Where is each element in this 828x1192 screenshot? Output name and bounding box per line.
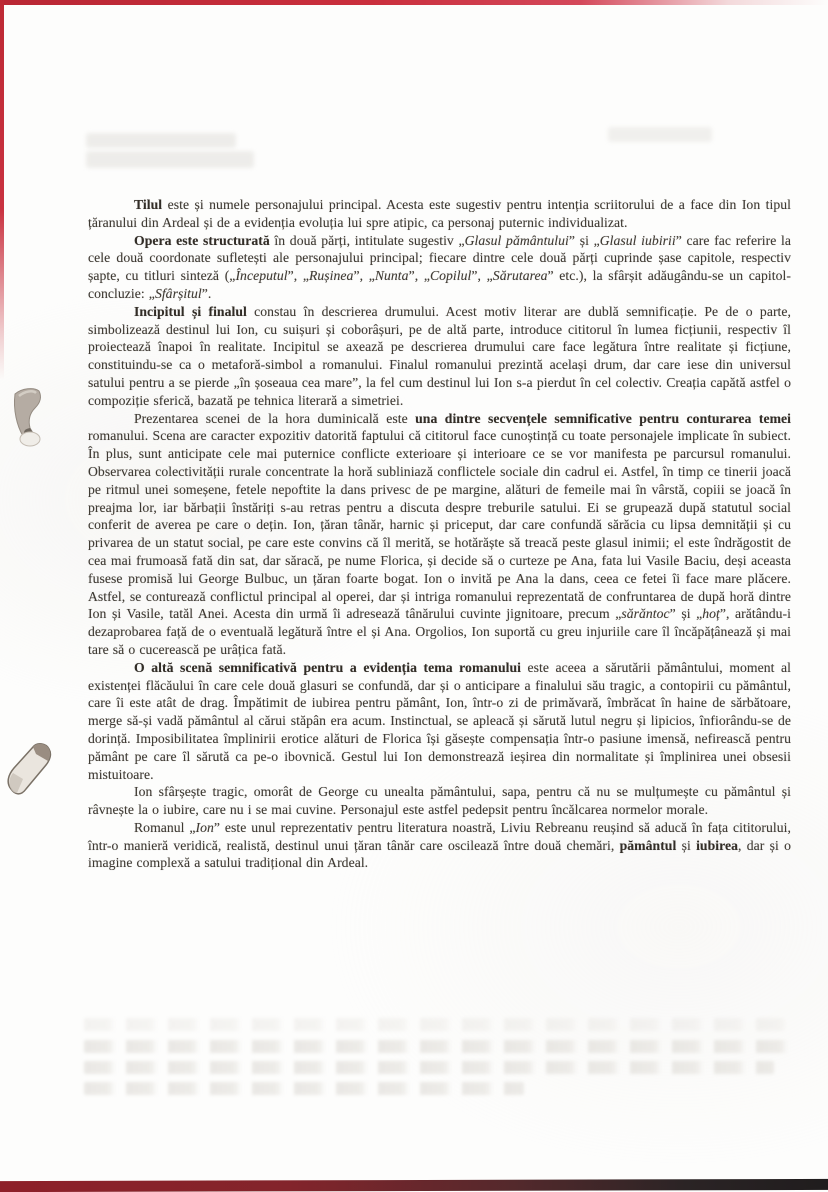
dark-bottom-edge xyxy=(0,1179,828,1192)
paragraph-3: Incipitul și finalul constau în descrierea drumului. Acest motiv literar are dublă semnificație. Pe de o parte, simbolizează destinul lui Ion, cu suișuri și coborâșuri, pe de altă parte, introduce cititorul în lumea ficțiunii, respectiv îl proiectează înapoi în realitate. Incipitul se axează pe descrierea drumului care face legătura între realitate și ficțiune, constituindu-se ca o metaforă-simbol a romanului. Finalul romanului prezintă același drum, dar care iese din universul satului pentru a se pierde „în șoseaua cea mare”, la fel cum destinul lui Ion s-a pierdut în cel colectiv. Creația capătă astfel o compoziție sferică, bazată pe tehnica literară a simetriei. xyxy=(88,303,791,408)
essay-body xyxy=(88,196,791,872)
bleed-through-text-line xyxy=(84,1082,524,1095)
bleed-through-text-line xyxy=(84,1061,774,1074)
paper-fastener-icon xyxy=(3,737,57,808)
paragraph-7: Romanul „Ion” este unul reprezentativ pentru literatura noastră, Liviu Rebreanu reușind să aducă în fața cititorului, într-o manieră veridică, realistă, destinul unui țăran tânăr care oscilează între două chemări, pământul și iubirea, dar și o imagine complexă a satului tradițional din Ardeal. xyxy=(88,819,791,871)
bleed-through-text-line xyxy=(84,1018,786,1031)
paragraph-5: O altă scenă semnificativă pentru a evidenția tema romanului este aceea a sărutării pământului, moment al existenței flăcăului în care cele două glasuri se confundă, dar și o anticipare a finalului său tragic, a contopirii cu pământul, care îi este atât de drag. Împătimit de iubirea pentru pământ, Ion, într-o zi de primăvară, îmbrăcat în haine de sărbătoare, merge să-și vadă pământul al cărui stăpân era acum. Instinctual, se apleacă și sărută lutul negru și lipicios, înfiorându-se de dorință. Imposibilitatea împlinirii erotice alături de Florica își găsește compensația într-o pasiune imensă, nefirească pentru pământ pe care îl sărută ca pe-o ibovnică. Gestul lui Ion demonstrează ieșirea din normalitate și împlinirea unei obsesii mistuitoare. xyxy=(88,659,792,782)
paragraph-1: Tilul este și numele personajului principal. Acesta este sugestiv pentru intenția scriitorului de a face din Ion tipul țăranului din Ardeal și de a evidenția evoluția lui spre atipic, ca personaj puternic individualizat. xyxy=(88,197,791,230)
paragraph-2: Opera este structurată în două părți, intitulate sugestiv „Glasul pământului” și „Glasul iubirii” care fac referire la cele două coordonate sufletești ale personajului principal; fiecare dintre cele două părți cuprinde șase capitole, respectiv șapte, cu titluri sinteză („Începutul”, „Rușinea”, „Nunta”, „Copilul”, „Sărutarea” etc.), la sfârșit adăugându-se un capitol-concluzie: „Sfârșitul”. xyxy=(88,232,791,301)
red-folder-edge-left xyxy=(0,0,4,380)
bleed-through-text-line xyxy=(84,1040,792,1053)
bleed-through-mark xyxy=(608,127,712,142)
bleed-through-mark xyxy=(86,133,236,148)
paragraph-6: Ion sfârșește tragic, omorât de George cu unealta pământului, sapa, pentru că nu se mulțumește cu pământul și râvnește la o iubire, care nu i se mai cuvine. Personajul este astfel pedepsit pentru încălcarea normelor morale. xyxy=(88,784,791,818)
bleed-through-mark xyxy=(86,151,254,168)
paper-fastener-icon xyxy=(6,384,58,453)
paragraph-4: Prezentarea scenei de la hora duminicală este una dintre secvențele semnificative pentru conturarea temei romanului. Scena are caracter expozitiv datorită faptului că cititorul face cunoștință cu toate personajele implicate în subiect. În plus, sunt anticipate cele mai puternice conflicte exterioare și interioare ce se vor manifesta pe parcursul romanului. Observarea colectivității rurale concentrate la horă subliniază conflictele sociale din cadrul ei. Astfel, în timp ce tinerii joacă pe ritmul unei someșene, fetele nepoftite la dans privesc de pe margine, alături de femeile mai în vârstă, copiii se joacă în preajma lor, iar bărbații înstăriți s-au retras pentru a discuta despre treburile satului. Ei se grupează după statutul social conferit de averea pe care o dețin. Ion, țăran tânăr, harnic și priceput, dar care confundă sărăcia cu lipsa demnității și cu privarea de un statut social, pe care este convins că îl merită, se hotărăște să treacă peste glasul inimii; el este îndrăgostit de cea mai frumoasă fată din sat, dar săracă, pe nume Florica, și decide să o curteze pe Ana, fata lui Vasile Baciu, deși aceasta fusese promisă lui George Bulbuc, un țăran foarte bogat. Ion o invită pe Ana la dans, ceea ce fetei îi face mare plăcere. Astfel, se conturează conflictul principal al operei, dar și intriga romanului reprezentată de confruntarea de după horă dintre Ion și Vasile, tatăl Anei. Acesta din urmă îi adresează tânărului cuvinte jignitoare, precum „sărăntoc” și „hoț”, arătându-i dezaprobarea față de o eventuală legătură între el și Ana. Orgolios, Ion suportă cu greu injuriile care îl încăpățânează și mai tare să o cucerească pe urâțica fată. xyxy=(88,410,791,657)
red-folder-edge-top xyxy=(0,0,828,5)
